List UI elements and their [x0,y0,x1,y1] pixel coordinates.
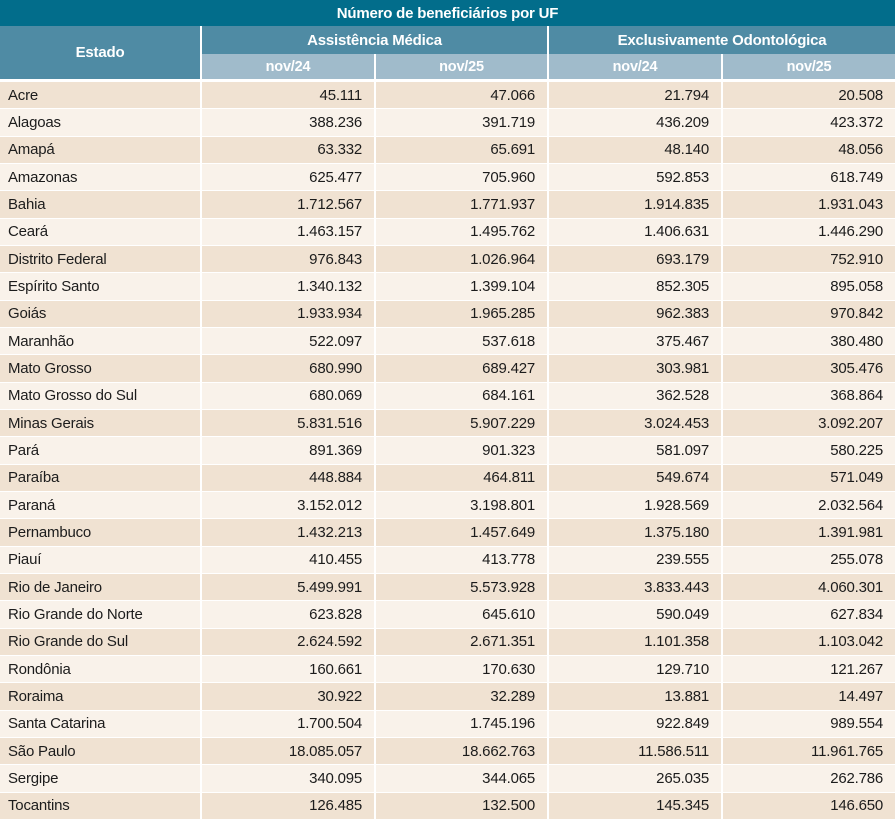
state-cell: Distrito Federal [0,245,200,272]
value-cell: 970.842 [721,300,895,327]
value-cell: 1.026.964 [374,245,547,272]
value-cell: 590.049 [547,600,721,627]
value-cell: 895.058 [721,272,895,299]
value-cell: 464.811 [374,464,547,491]
table-row [0,518,895,545]
value-cell: 344.065 [374,764,547,791]
value-cell: 2.671.351 [374,628,547,655]
value-cell: 537.618 [374,327,547,354]
table-row [0,573,895,600]
value-cell: 623.828 [200,600,374,627]
value-cell: 922.849 [547,710,721,737]
table-row [0,737,895,764]
value-cell: 413.778 [374,546,547,573]
state-cell: Ceará [0,218,200,245]
value-cell: 1.965.285 [374,300,547,327]
state-cell: Rio Grande do Norte [0,600,200,627]
table-row [0,491,895,518]
state-cell: Minas Gerais [0,409,200,436]
value-cell: 13.881 [547,682,721,709]
table-row [0,327,895,354]
table-body [0,81,895,819]
value-cell: 1.103.042 [721,628,895,655]
value-cell: 126.485 [200,792,374,819]
value-cell: 3.092.207 [721,409,895,436]
state-cell: Acre [0,81,200,108]
value-cell: 901.323 [374,436,547,463]
value-cell: 3.198.801 [374,491,547,518]
value-cell: 132.500 [374,792,547,819]
table-row [0,628,895,655]
value-cell: 146.650 [721,792,895,819]
value-cell: 581.097 [547,436,721,463]
value-cell: 1.745.196 [374,710,547,737]
value-cell: 65.691 [374,136,547,163]
state-cell: Roraima [0,682,200,709]
state-cell: Paraíba [0,464,200,491]
table-row [0,300,895,327]
value-cell: 1.340.132 [200,272,374,299]
state-cell: Espírito Santo [0,272,200,299]
value-cell: 145.345 [547,792,721,819]
value-cell: 129.710 [547,655,721,682]
state-cell: Amapá [0,136,200,163]
table-row [0,710,895,737]
value-cell: 1.931.043 [721,190,895,217]
value-cell: 380.480 [721,327,895,354]
value-cell: 1.712.567 [200,190,374,217]
table-row [0,108,895,135]
value-cell: 375.467 [547,327,721,354]
value-cell: 1.457.649 [374,518,547,545]
value-cell: 5.831.516 [200,409,374,436]
value-cell: 5.573.928 [374,573,547,600]
value-cell: 45.111 [200,81,374,108]
value-cell: 5.499.991 [200,573,374,600]
subheader-am-nov24: nov/24 [200,54,374,81]
value-cell: 3.152.012 [200,491,374,518]
value-cell: 618.749 [721,163,895,190]
value-cell: 627.834 [721,600,895,627]
table-row [0,546,895,573]
state-cell: Maranhão [0,327,200,354]
state-cell: Amazonas [0,163,200,190]
state-cell: Paraná [0,491,200,518]
value-cell: 160.661 [200,655,374,682]
value-cell: 11.961.765 [721,737,895,764]
value-cell: 645.610 [374,600,547,627]
table-row [0,464,895,491]
value-cell: 362.528 [547,382,721,409]
subheader-eo-nov25: nov/25 [721,54,895,81]
state-cell: São Paulo [0,737,200,764]
value-cell: 21.794 [547,81,721,108]
value-cell: 48.140 [547,136,721,163]
value-cell: 47.066 [374,81,547,108]
table-row [0,190,895,217]
value-cell: 680.990 [200,354,374,381]
value-cell: 1.928.569 [547,491,721,518]
state-cell: Bahia [0,190,200,217]
value-cell: 852.305 [547,272,721,299]
state-cell: Alagoas [0,108,200,135]
value-cell: 1.495.762 [374,218,547,245]
value-cell: 1.933.934 [200,300,374,327]
value-cell: 265.035 [547,764,721,791]
value-cell: 1.432.213 [200,518,374,545]
value-cell: 962.383 [547,300,721,327]
table-row [0,409,895,436]
data-table [0,26,895,819]
table-row [0,600,895,627]
value-cell: 976.843 [200,245,374,272]
value-cell: 1.375.180 [547,518,721,545]
table-row [0,682,895,709]
value-cell: 18.085.057 [200,737,374,764]
table-row [0,354,895,381]
state-cell: Rio Grande do Sul [0,628,200,655]
value-cell: 121.267 [721,655,895,682]
value-cell: 448.884 [200,464,374,491]
value-cell: 2.624.592 [200,628,374,655]
table-title: Número de beneficiários por UF [0,0,895,26]
value-cell: 48.056 [721,136,895,163]
value-cell: 30.922 [200,682,374,709]
value-cell: 592.853 [547,163,721,190]
state-cell: Rio de Janeiro [0,573,200,600]
value-cell: 436.209 [547,108,721,135]
state-cell: Rondônia [0,655,200,682]
value-cell: 625.477 [200,163,374,190]
value-cell: 1.446.290 [721,218,895,245]
table-row [0,382,895,409]
table-row [0,655,895,682]
table-row [0,792,895,819]
state-cell: Tocantins [0,792,200,819]
value-cell: 305.476 [721,354,895,381]
value-cell: 1.700.504 [200,710,374,737]
state-cell: Goiás [0,300,200,327]
value-cell: 522.097 [200,327,374,354]
table-header [0,26,895,81]
value-cell: 18.662.763 [374,737,547,764]
table-row [0,81,895,108]
state-cell: Santa Catarina [0,710,200,737]
value-cell: 891.369 [200,436,374,463]
table-row [0,218,895,245]
value-cell: 303.981 [547,354,721,381]
value-cell: 5.907.229 [374,409,547,436]
value-cell: 255.078 [721,546,895,573]
table-row [0,272,895,299]
value-cell: 11.586.511 [547,737,721,764]
state-cell: Pernambuco [0,518,200,545]
table-row [0,163,895,190]
value-cell: 989.554 [721,710,895,737]
value-cell: 4.060.301 [721,573,895,600]
table-row [0,764,895,791]
value-cell: 410.455 [200,546,374,573]
value-cell: 368.864 [721,382,895,409]
value-cell: 20.508 [721,81,895,108]
value-cell: 752.910 [721,245,895,272]
value-cell: 571.049 [721,464,895,491]
value-cell: 684.161 [374,382,547,409]
group-header-exclusivamente-odontologica: Exclusivamente Odontológica [547,26,895,54]
value-cell: 170.630 [374,655,547,682]
group-header-assistencia-medica: Assistência Médica [200,26,547,54]
value-cell: 693.179 [547,245,721,272]
value-cell: 2.032.564 [721,491,895,518]
table-row [0,436,895,463]
value-cell: 391.719 [374,108,547,135]
value-cell: 680.069 [200,382,374,409]
value-cell: 340.095 [200,764,374,791]
value-cell: 705.960 [374,163,547,190]
value-cell: 1.463.157 [200,218,374,245]
state-cell: Sergipe [0,764,200,791]
state-cell: Mato Grosso do Sul [0,382,200,409]
state-cell: Piauí [0,546,200,573]
value-cell: 1.101.358 [547,628,721,655]
value-cell: 3.024.453 [547,409,721,436]
value-cell: 423.372 [721,108,895,135]
value-cell: 689.427 [374,354,547,381]
table-row [0,245,895,272]
value-cell: 239.555 [547,546,721,573]
value-cell: 32.289 [374,682,547,709]
value-cell: 63.332 [200,136,374,163]
column-header-estado: Estado [0,26,200,81]
value-cell: 549.674 [547,464,721,491]
value-cell: 1.771.937 [374,190,547,217]
value-cell: 1.406.631 [547,218,721,245]
value-cell: 580.225 [721,436,895,463]
state-cell: Pará [0,436,200,463]
value-cell: 388.236 [200,108,374,135]
value-cell: 1.399.104 [374,272,547,299]
value-cell: 262.786 [721,764,895,791]
value-cell: 1.914.835 [547,190,721,217]
subheader-eo-nov24: nov/24 [547,54,721,81]
value-cell: 1.391.981 [721,518,895,545]
subheader-am-nov25: nov/25 [374,54,547,81]
state-cell: Mato Grosso [0,354,200,381]
value-cell: 14.497 [721,682,895,709]
table-row [0,136,895,163]
value-cell: 3.833.443 [547,573,721,600]
